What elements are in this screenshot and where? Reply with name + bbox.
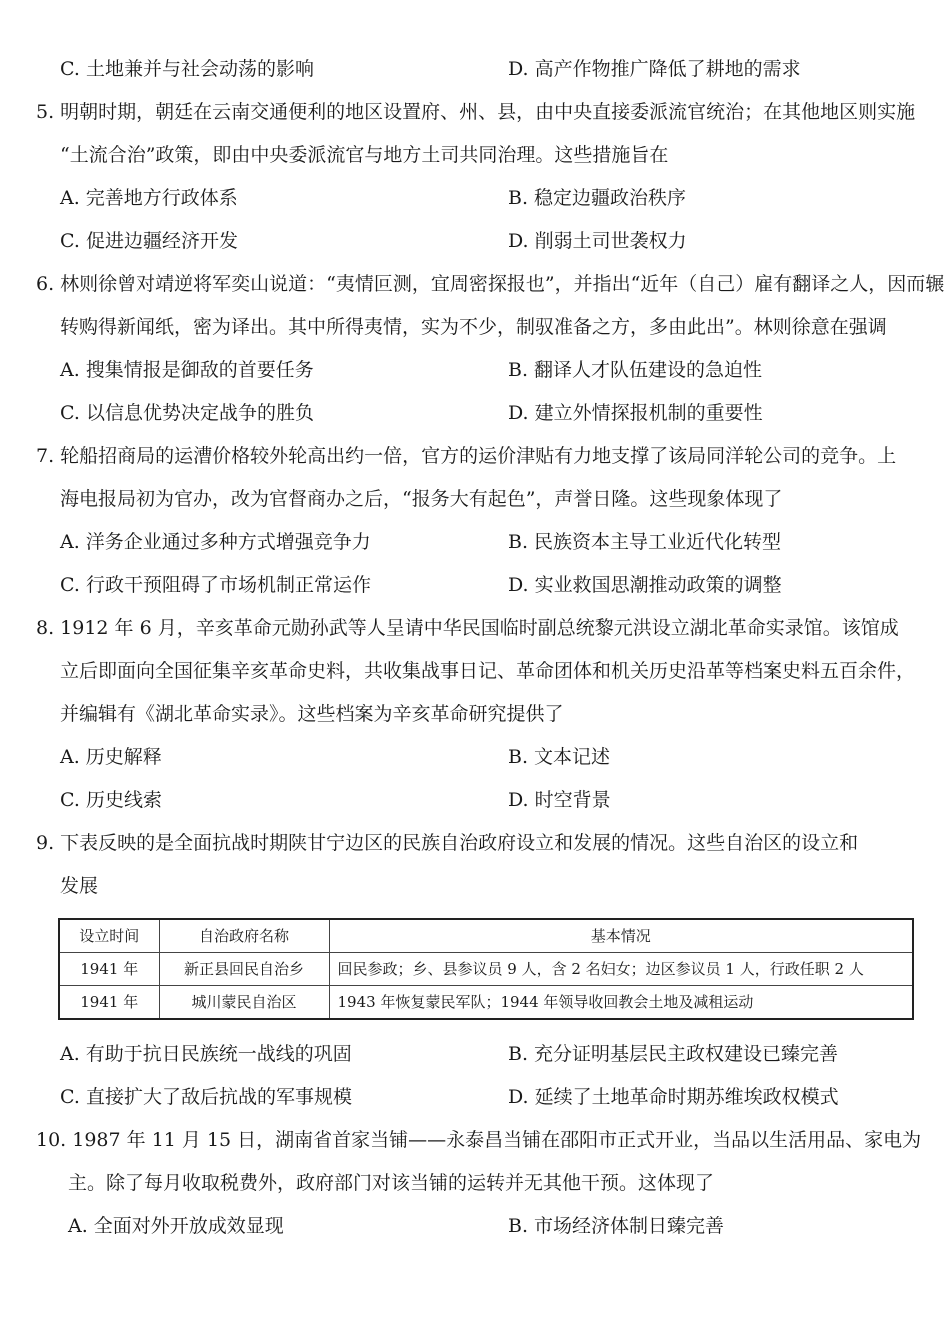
question-8-option-b: B. 文本记述 [508, 746, 611, 768]
question-9-option-c: C. 直接扩大了敌后抗战的军事规模 [60, 1086, 352, 1108]
question-9-line-1: 9. 下表反映的是全面抗战时期陕甘宁边区的民族自治政府设立和发展的情况。这些自治区的设立和 [36, 832, 859, 854]
table-cell-time: 1941 年 [59, 953, 159, 986]
table-header-time: 设立时间 [59, 919, 159, 953]
question-10-line-2: 主。除了每月收取税费外，政府部门对该当铺的运转并无其他干预。这体现了 [68, 1172, 715, 1194]
question-8-line-1: 8. 1912 年 6 月，辛亥革命元勋孙武等人呈请中华民国临时副总统黎元洪设立湖北革命实录馆。该馆成 [36, 617, 899, 639]
question-9-option-d: D. 延续了土地革命时期苏维埃政权模式 [508, 1086, 839, 1108]
table-header-row [59, 919, 913, 953]
question-9-option-b: B. 充分证明基层民主政权建设已臻完善 [508, 1043, 839, 1065]
table-row [59, 953, 913, 986]
autonomy-table [58, 918, 914, 1020]
table-row [59, 986, 913, 1020]
table-header-info: 基本情况 [329, 919, 913, 953]
question-9-line-2: 发展 [60, 875, 99, 897]
table-cell-info: 1943 年恢复蒙民军队；1944 年领导收回教会土地及减租运动 [329, 986, 913, 1020]
question-9-option-a: A. 有助于抗日民族统一战线的巩固 [60, 1043, 352, 1065]
question-8-line-3: 并编辑有《湖北革命实录》。这些档案为辛亥革命研究提供了 [60, 703, 564, 725]
option-d-prev: D. 高产作物推广降低了耕地的需求 [508, 58, 801, 80]
question-6-line-2: 转购得新闻纸，密为译出。其中所得夷情，实为不少，制驭准备之方，多由此出”。林则徐意在强调 [60, 316, 887, 338]
question-5-line-2: “土流合治”政策，即由中央委派流官与地方土司共同治理。这些措施旨在 [60, 144, 669, 166]
table-cell-name: 城川蒙民自治区 [159, 986, 329, 1020]
question-6-line-1: 6. 林则徐曾对靖逆将军奕山说道：“夷情叵测，宜周密探报也”，并指出“近年（自己）雇有翻译之人，因而辗 [36, 273, 945, 295]
question-7-option-d: D. 实业救国思潮推动政策的调整 [508, 574, 782, 596]
question-7-option-c: C. 行政干预阻碍了市场机制正常运作 [60, 574, 371, 596]
question-8-option-d: D. 时空背景 [508, 789, 611, 811]
question-8-option-a: A. 历史解释 [60, 746, 162, 768]
table-cell-info: 回民参政；乡、县参议员 9 人，含 2 名妇女；边区参议员 1 人，行政任职 2 人 [329, 953, 913, 986]
question-5-option-a: A. 完善地方行政体系 [60, 187, 238, 209]
question-5-line-1: 5. 明朝时期，朝廷在云南交通便利的地区设置府、州、县，由中央直接委派流官统治；在其他地区则实施 [36, 101, 916, 123]
question-6-option-b: B. 翻译人才队伍建设的急迫性 [508, 359, 763, 381]
question-10-line-1: 10. 1987 年 11 月 15 日，湖南省首家当铺——永泰昌当铺在邵阳市正式开业，当品以生活用品、家电为 [36, 1129, 922, 1151]
question-7-option-a: A. 洋务企业通过多种方式增强竞争力 [60, 531, 371, 553]
question-7-line-2: 海电报局初为官办，改为官督商办之后，“报务大有起色”，声誉日隆。这些现象体现了 [60, 488, 783, 510]
table-cell-time: 1941 年 [59, 986, 159, 1020]
question-7-line-1: 7. 轮船招商局的运漕价格较外轮高出约一倍，官方的运价津贴有力地支撑了该局同洋轮公司的竞争。上 [36, 445, 897, 467]
question-5-option-c: C. 促进边疆经济开发 [60, 230, 238, 252]
question-5-option-b: B. 稳定边疆政治秩序 [508, 187, 687, 209]
question-10-option-b: B. 市场经济体制日臻完善 [508, 1215, 725, 1237]
question-8-option-c: C. 历史线索 [60, 789, 162, 811]
question-6-option-d: D. 建立外情探报机制的重要性 [508, 402, 763, 424]
question-10-option-a: A. 全面对外开放成效显现 [68, 1215, 284, 1237]
question-7-option-b: B. 民族资本主导工业近代化转型 [508, 531, 782, 553]
table-header-name: 自治政府名称 [159, 919, 329, 953]
table-cell-name: 新正县回民自治乡 [159, 953, 329, 986]
option-c-prev: C. 土地兼并与社会动荡的影响 [60, 58, 314, 80]
question-6-option-a: A. 搜集情报是御敌的首要任务 [60, 359, 314, 381]
question-5-option-d: D. 削弱土司世袭权力 [508, 230, 687, 252]
question-6-option-c: C. 以信息优势决定战争的胜负 [60, 402, 314, 424]
question-8-line-2: 立后即面向全国征集辛亥革命史料，共收集战事日记、革命团体和机关历史沿革等档案史料五百余件， [60, 660, 916, 682]
